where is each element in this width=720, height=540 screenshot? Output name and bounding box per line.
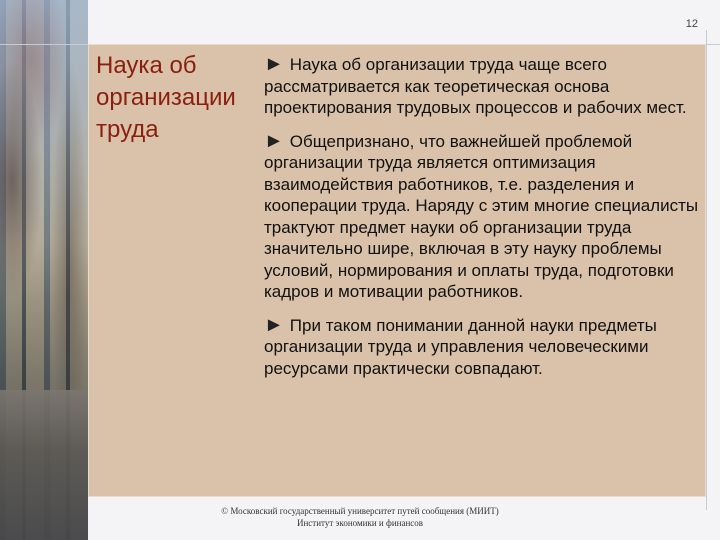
bullet-list [264, 54, 704, 391]
bullet-text-1: Наука об организации труда чаще всего рассматривается как теоретическая основа проектирования трудовых процессов и рабочих мест. [264, 55, 687, 117]
footer-line-2: Институт экономики и финансов [296, 518, 424, 528]
bullet-item-2 [264, 131, 704, 303]
footer-line-1: © Московский государственный университет путей сообщения (МИИТ) [221, 506, 499, 516]
slide-title-line-2: организации [96, 84, 236, 111]
building-photo [0, 0, 88, 540]
bullet-arrow-icon: ► [264, 129, 284, 152]
footer-copyright [170, 505, 550, 529]
slide-title [96, 50, 266, 146]
right-divider-line [706, 30, 707, 510]
bullet-text-3: При таком понимании данной науки предметы организации труда и управления человеческими ресурсами практически совпадают. [264, 315, 657, 378]
bullet-item-1 [264, 54, 704, 119]
bullet-item-3 [264, 315, 704, 380]
slide-title-line-1: Наука об [96, 52, 197, 79]
bullet-arrow-icon: ► [264, 53, 284, 75]
slide-title-line-3: труда [96, 116, 159, 143]
bullet-text-2: Общепризнано, что важнейшей проблемой организации труда является оптимизация взаимодействия работников, т.е. разделения и кооперации труда. Наряду с этим многие специалисты трактуют предмет науки об организации труда значительно шире, включая в эту науку проблемы условий, нормирования и оплаты труда, подготовки кадров и мотивации работников. [264, 131, 699, 301]
bullet-arrow-icon: ► [264, 313, 284, 336]
ground-area [0, 390, 88, 540]
slide-number: 12 [685, 18, 698, 30]
